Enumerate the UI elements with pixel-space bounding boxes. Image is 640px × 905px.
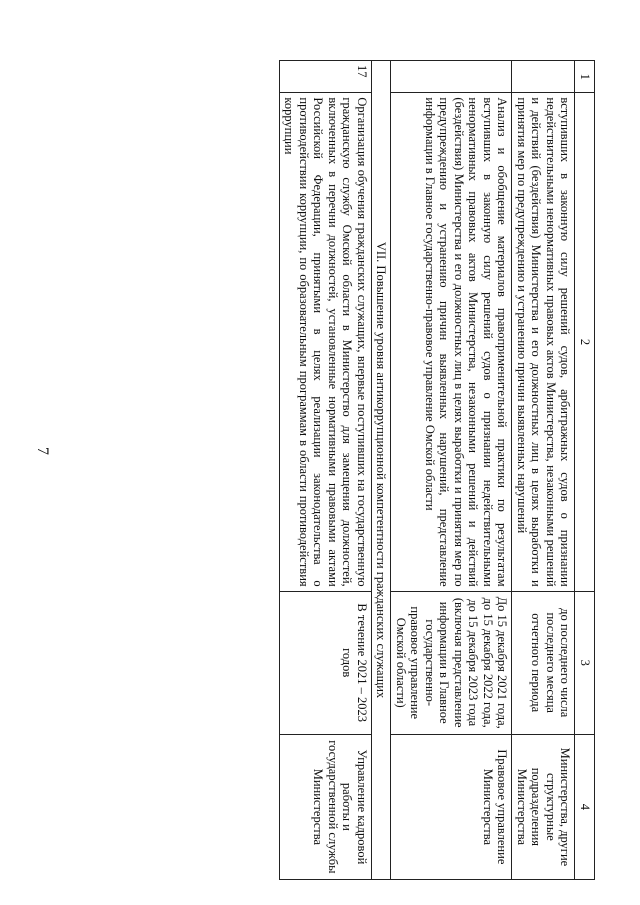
term-cell: до последнего числа последнего месяца отчетного периода <box>512 591 575 734</box>
activity-cell: вступивших в законную силу решений судов, арбитражных судов о признании недействительными ненормативных правовых актов Министерства, незаконными решений и действий (бездействия) Министерства и его должностных лиц в целях выработки и принятия мер по предупреждению и устранению причин выявленных нарушений <box>512 93 575 591</box>
row-number <box>391 61 512 93</box>
executor-cell: Управление кадровой работы и государственной службы Министерства <box>280 734 372 879</box>
term-cell: В течение 2021 – 2023 годов <box>280 591 372 734</box>
page-number: 7 <box>34 447 51 455</box>
term-cell: До 15 декабря 2021 года, до 15 декабря 2022 года, до 15 декабря 2023 года (включая представление информации в Главное государственно-правовое управление Омской области) <box>391 591 512 734</box>
header-row <box>575 61 595 880</box>
table-row <box>280 61 372 880</box>
header-col-2: 2 <box>575 93 595 591</box>
activity-cell: Анализ и обобщение материалов правоприменительной практики по результатам вступивших в законную силу решений судов о признании недействительными ненормативных правовых актов Министерства, незаконными решений и действий (бездействия) Министерства и его должностных лиц в целях выработки и принятия мер по предупреждению и устранению причин выявленных нарушений, представление информации в Главное государственно-правовое управление Омской области <box>391 93 512 591</box>
executor-cell: Правовое управление Министерства <box>391 734 512 879</box>
executor-cell: Министерства, другие структурные подразделения Министерства <box>512 734 575 879</box>
header-col-4: 4 <box>575 734 595 879</box>
section-row <box>372 61 392 880</box>
table-row <box>512 61 575 880</box>
activity-cell: Организация обучения гражданских служащих, впервые поступивших на государственную гражданскую службу Омской области в Министерство для замещения должностей, включенных в перечни должностей, установленные нормативными правовыми актами Российской Федерации, принятыми в целях реализации законодательства о противодействии коррупции, по образовательным программам в области противодействия коррупции <box>280 93 372 591</box>
row-number: 17 <box>280 61 372 93</box>
header-col-3: 3 <box>575 591 595 734</box>
table-row <box>391 61 512 880</box>
rotated-table-area <box>45 60 595 880</box>
plan-table <box>279 60 595 880</box>
row-number <box>512 61 575 93</box>
header-col-1: 1 <box>575 61 595 93</box>
section-title: VII. Повышение уровня антикоррупционной компетентности гражданских служащих <box>372 61 392 880</box>
